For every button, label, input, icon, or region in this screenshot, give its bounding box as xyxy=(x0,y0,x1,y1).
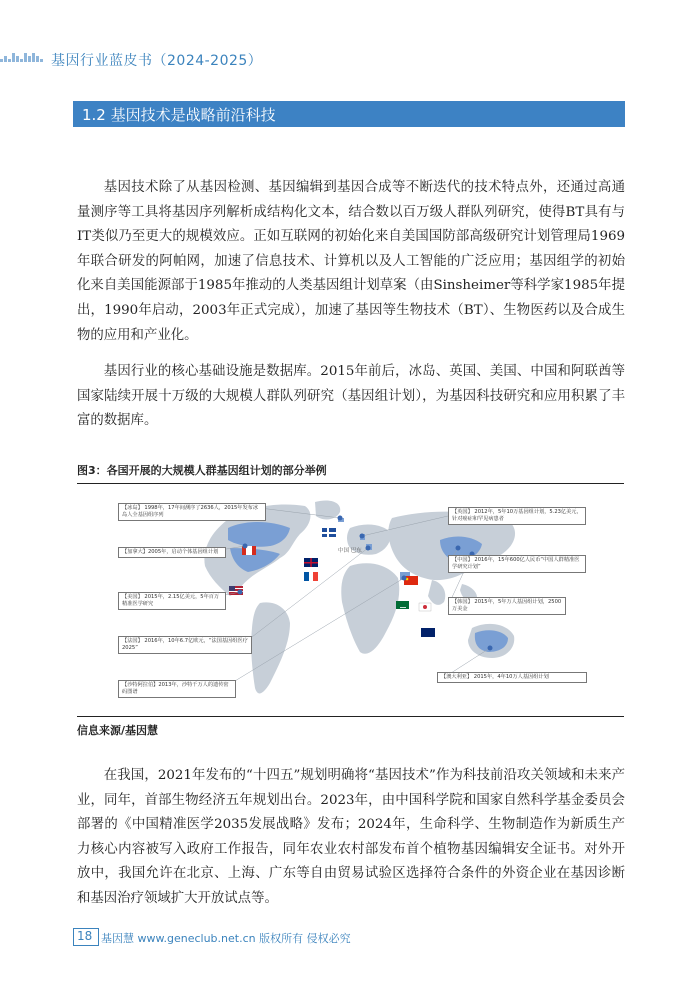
figure-caption: 图3：各国开展的大规模人群基因组计划的部分举例 xyxy=(77,464,327,477)
footer-text: 基因慧 www.geneclub.net.cn 版权所有 侵权必究 xyxy=(101,932,351,945)
australia-flag-icon xyxy=(421,628,435,637)
body-paragraph-3: 在我国，2021年发布的“十四五”规划明确将“基因技术”作为科技前沿攻关领域和未来产业，同年，首部生物经济五年规划出台。2023年，由中国科学院和国家自然科学基金委员会部署的《中国精准医学2035发展战略》发布；2024年，生命科学、生物制造作为新质生产力核心内容被写入政府工作报告，同年农业农村部发布首个植物基因编辑安全证书。对外开放中，我国允许在北京、上海、广东等自由贸易试验区选择符合条件的外资企业在基因诊断和基因治疗领域扩大开放试点等。 xyxy=(77,768,625,906)
map-label: 中国 巴东 xyxy=(338,548,362,554)
callout-korea: 【韩国】 2015年，5年万人基因组计划，2500万美金 xyxy=(448,597,566,615)
figure-top-rule xyxy=(77,483,624,484)
figure-source: 信息来源/基因慧 xyxy=(77,724,159,737)
section-heading: 1.2 基因技术是战略前沿科技 xyxy=(82,106,276,124)
body-paragraph-1: 基因技术除了从基因检测、基因编辑到基因合成等不断迭代的技术特点外，还通过高通量测序等工具将基因序列解析成结构化文本，结合数以百万级人群队列研究，使得BT具有与IT类似乃至更大的规模效应。正如互联网的初始化来自美国国防部高级研究计划管理局1969年联合研发的阿帕网，加速了信息技术、计算机以及人工智能的广泛应用；基因组学的初始化来自美国能源部于1985年推动的人类基因组计划草案（由Sinsheimer等科学家1985年提出，1990年启动，2003年正式完成），加速了基因等生物技术（BT）、生物医药以及合成生物的应用和产业化。 xyxy=(77,180,625,343)
callout-iceland: 【冰岛】 1998年，17年间测序了2636人，2015年发布冰岛人全基因组序列 xyxy=(118,503,266,521)
callout-canada: 【加拿大】2005年，启动个体基因组计划 xyxy=(118,547,226,558)
body-paragraph-2: 基因行业的核心基础设施是数据库。2015年前后，冰岛、英国、美国、中国和阿联酋等国家陆续开展十万级的大规模人群队列研究（基因组计划），为基因科技研究和应用积累了丰富的数据库。 xyxy=(77,364,625,429)
france-flag-icon xyxy=(304,572,309,581)
running-header-title: 基因行业蓝皮书（2024-2025） xyxy=(51,53,263,69)
callout-saudi: 【沙特阿拉伯】2013年，沙特千万人的遗传密码图谱 xyxy=(118,680,236,698)
figure-bottom-rule xyxy=(77,716,624,717)
header-dots-decoration xyxy=(0,50,44,64)
callout-china: 【中国】 2016年，15年600亿人民币“中国人群精准医学研究计划” xyxy=(448,555,586,573)
callout-france: 【法国】 2016年，10年6.7亿欧元，“法国基因组医疗2025” xyxy=(118,636,252,654)
page-number: 18 xyxy=(77,929,93,943)
callout-uk: 【英国】 2012年，5年10万基因组计划，5.23亿美元，针对癌症和罕见病患者 xyxy=(448,507,586,525)
callout-australia: 【澳大利亚】 2015年，4年10万人基因组计划 xyxy=(437,672,587,683)
callout-usa: 【美国】 2015年，2.15亿美元，5年百万精准医学研究 xyxy=(118,592,226,610)
